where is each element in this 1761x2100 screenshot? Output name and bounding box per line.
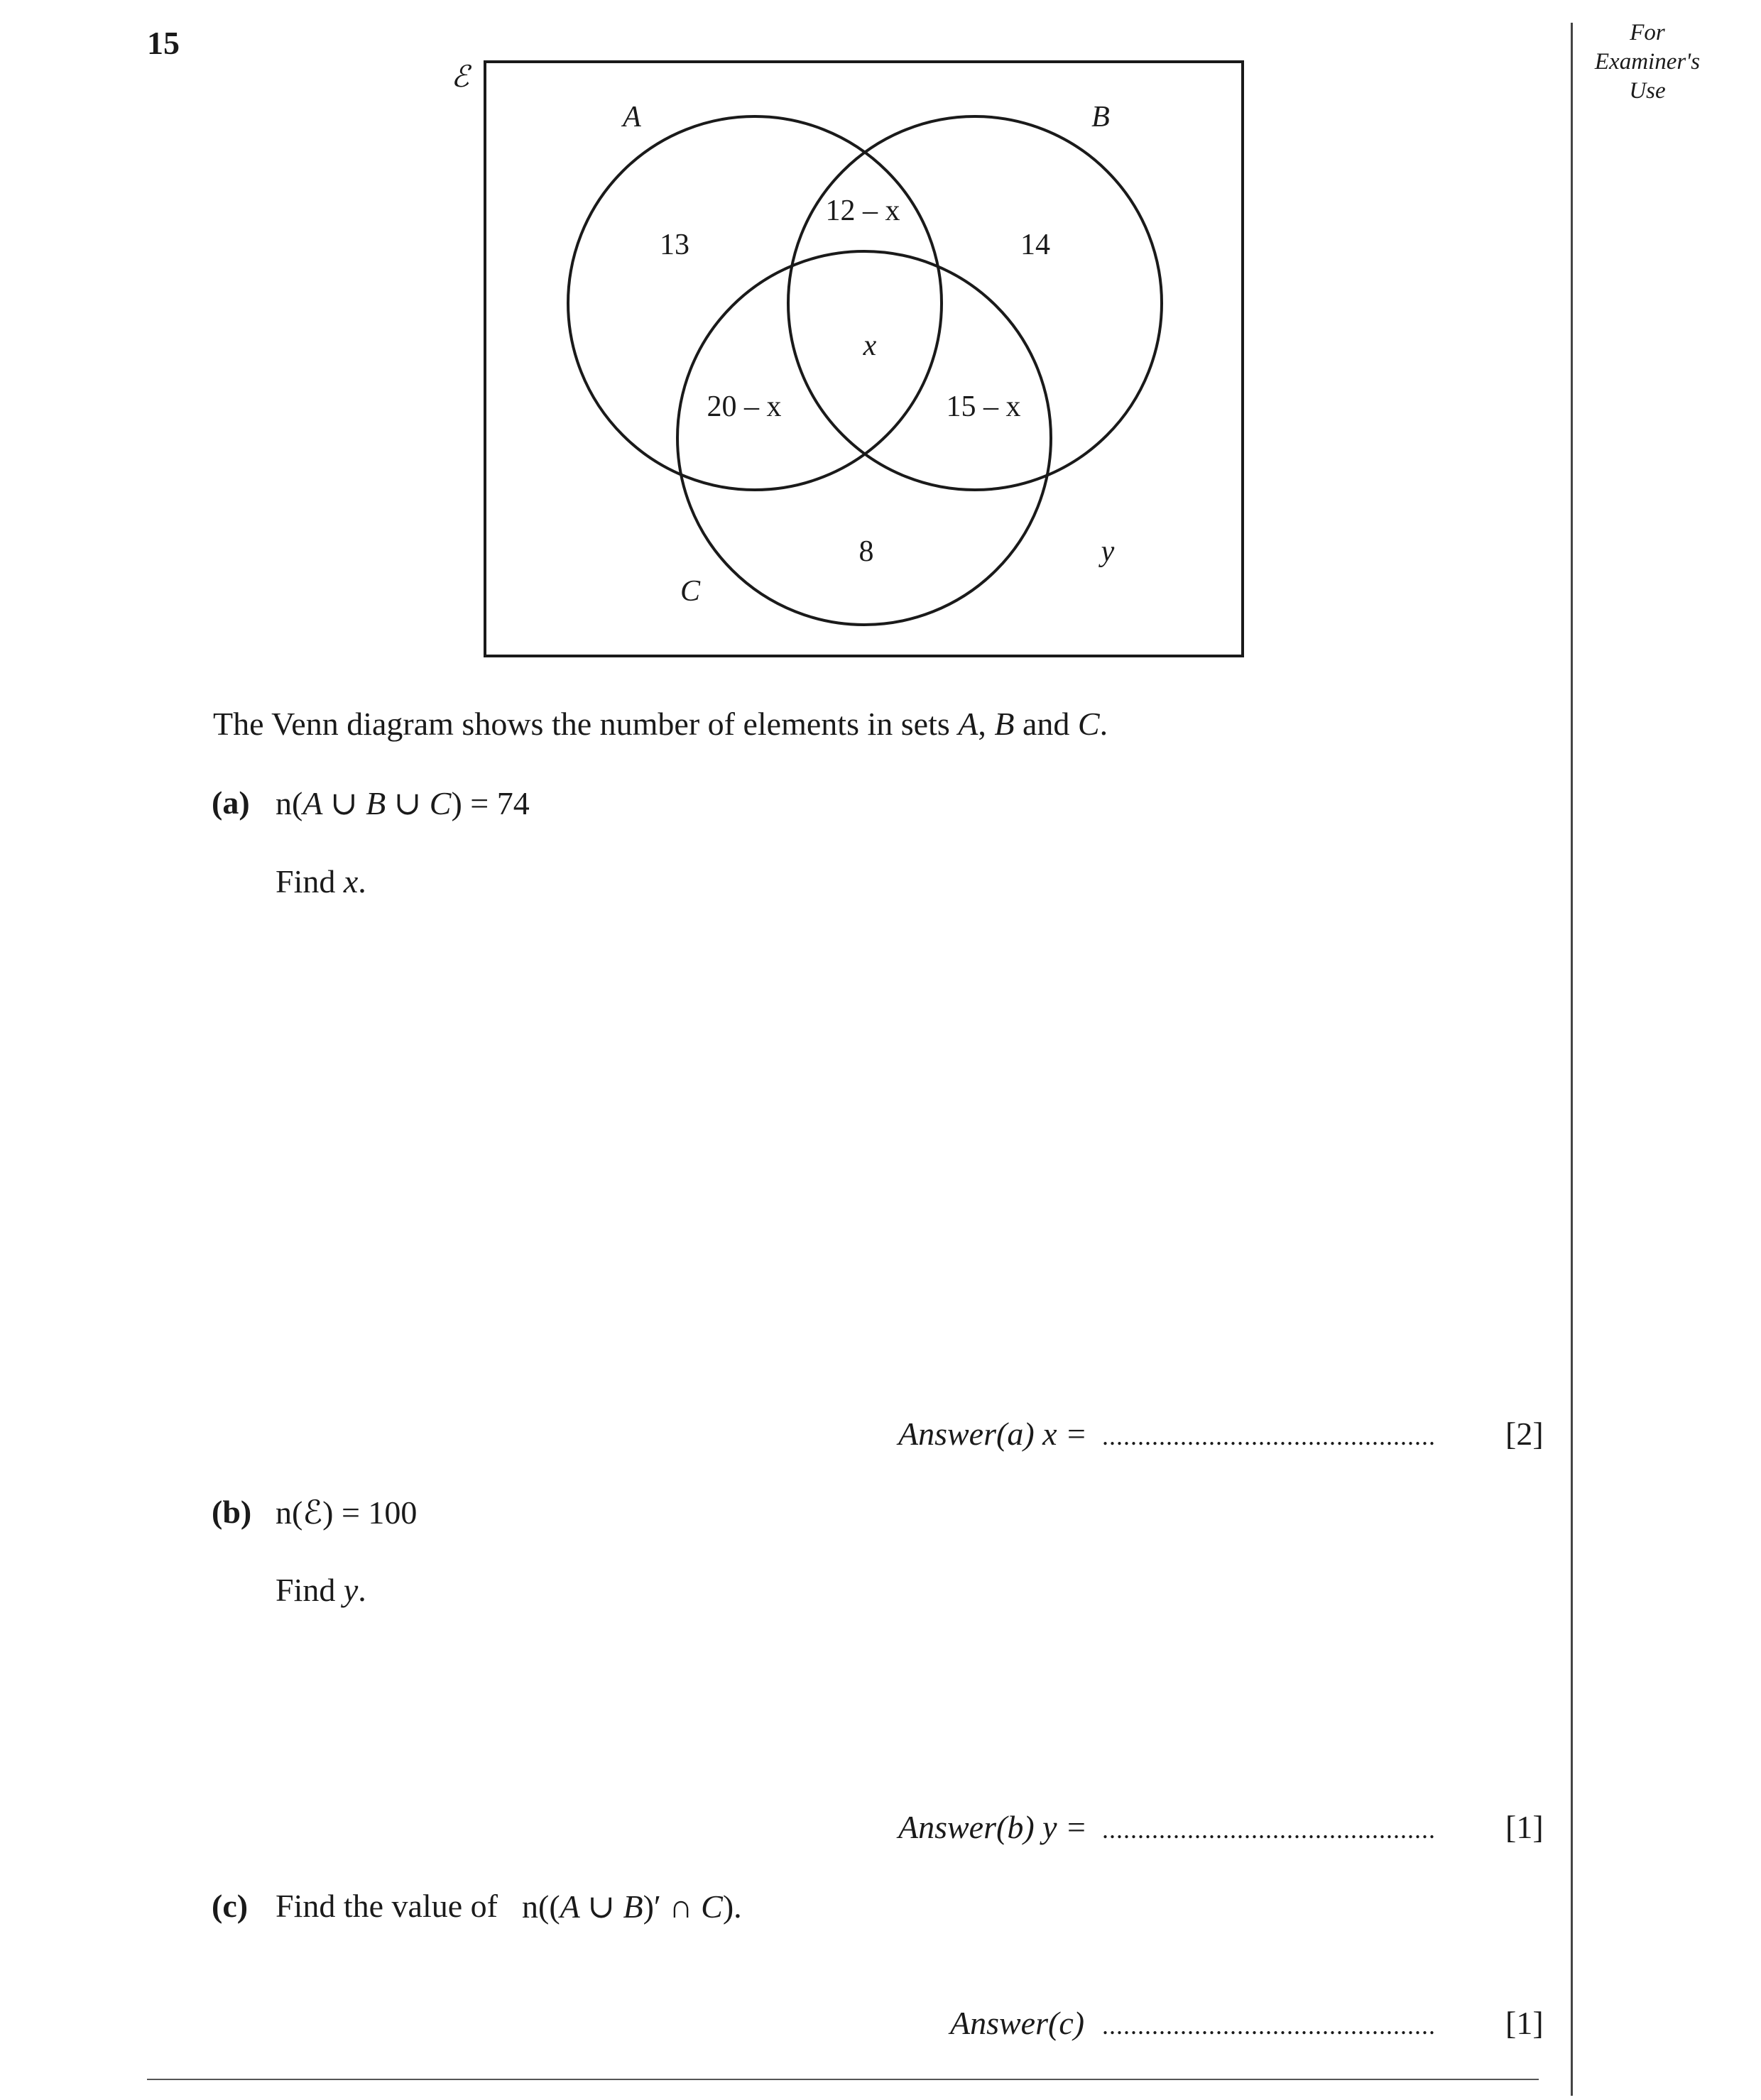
part-b-label: (b) <box>212 1494 252 1530</box>
region-a-b-c: x <box>863 329 877 362</box>
part-a-answer-label: Answer(a) x = <box>898 1416 1088 1452</box>
examiner-use-label: For Examiner's Use <box>1594 20 1701 104</box>
region-a-only: 13 <box>660 229 689 261</box>
part-a-answer-field[interactable]: ............................................... <box>1102 1422 1436 1450</box>
part-c-instruction: Find the value of <box>276 1888 498 1924</box>
set-c-circle <box>677 251 1051 625</box>
part-b-instruction: Find y. <box>276 1572 366 1608</box>
set-b-circle <box>788 116 1162 490</box>
set-a-label: A <box>623 101 641 133</box>
set-b-label: B <box>1091 101 1110 133</box>
part-c-label: (c) <box>212 1888 249 1924</box>
part-b-answer-label: Answer(b) y = <box>898 1809 1088 1845</box>
part-c-marks: [1] <box>1505 2005 1544 2041</box>
part-a-label: (a) <box>212 784 250 821</box>
question-number: 15 <box>147 25 180 61</box>
part-a-statement: n(A ∪ B ∪ C) = 74 <box>276 785 530 821</box>
part-b-statement: n(ℰ) = 100 <box>276 1494 418 1531</box>
region-c-only: 8 <box>858 535 874 568</box>
part-c-answer-label: Answer(c) <box>950 2005 1085 2041</box>
part-a-marks: [2] <box>1505 1416 1544 1452</box>
region-outside: y <box>1101 535 1115 568</box>
region-b-and-c-only: 15 – x <box>946 390 1021 423</box>
part-a-instruction: Find x. <box>276 863 366 899</box>
part-b-marks: [1] <box>1505 1809 1544 1845</box>
region-a-and-b-only: 12 – x <box>825 195 900 227</box>
venn-diagram <box>0 0 1761 682</box>
intro-sentence: The Venn diagram shows the number of elements in sets A, B and C. <box>213 706 1108 742</box>
region-b-only: 14 <box>1020 229 1050 261</box>
set-c-label: C <box>680 575 701 608</box>
universal-set-symbol: ℰ <box>451 61 469 94</box>
part-b-answer-field[interactable]: ............................................... <box>1102 1815 1436 1844</box>
part-c-expression: n((A ∪ B)′ ∩ C). <box>522 1888 742 1925</box>
set-a-circle <box>568 116 942 490</box>
region-a-and-c-only: 20 – x <box>707 390 782 423</box>
part-c-answer-field[interactable]: ............................................... <box>1102 2011 1436 2040</box>
page-bottom-rule <box>147 2079 1539 2080</box>
